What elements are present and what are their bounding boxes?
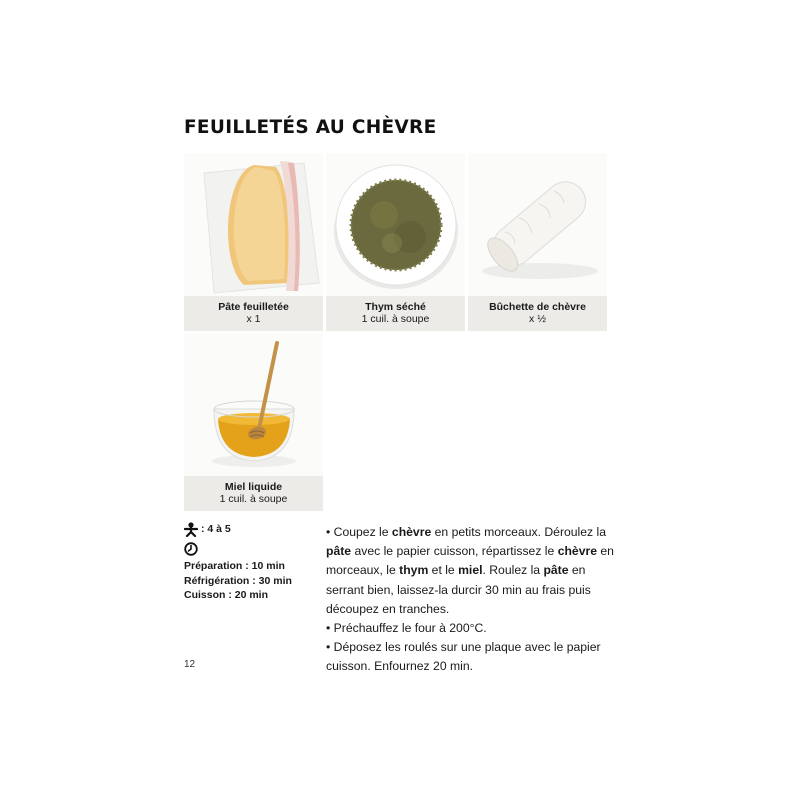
preparation-time: Préparation : 10 min (184, 560, 285, 572)
step-highlight: chèvre (391, 525, 432, 539)
ingredient-name: Pâte feuilletée (218, 301, 289, 313)
times-list (184, 559, 324, 603)
clock-icon (184, 542, 198, 556)
ingredient-quantity: 1 cuil. à soupe (361, 313, 430, 325)
page-number: 12 (184, 659, 196, 670)
ingredient-name: Bûchette de chèvre (489, 301, 586, 313)
step-paragraph: • Déposez les roulés sur une plaque avec le papier cuisson. Enfournez 20 min. (326, 640, 601, 674)
recipe-meta (184, 521, 324, 603)
step-highlight: miel (458, 563, 483, 578)
step-highlight: chèvre (557, 544, 597, 559)
ingredient-card-goat-cheese (468, 153, 607, 331)
puff-pastry-photo (184, 153, 323, 296)
ingredient-quantity: 1 cuil. à soupe (219, 493, 288, 505)
refrigeration-time: Réfrigération : 30 min (184, 574, 292, 587)
person-icon (184, 522, 198, 537)
ingredient-quantity: x 1 (246, 313, 261, 325)
step-highlight: pâte (543, 563, 569, 578)
ingredient-card-pastry (184, 153, 323, 331)
ingredient-caption (184, 476, 323, 511)
recipe-title: FEUILLETÉS AU CHÈVRE (184, 117, 437, 138)
ingredient-caption (184, 296, 323, 331)
liquid-honey-photo (184, 333, 323, 476)
clock-row (184, 541, 324, 557)
step-highlight: thym (399, 563, 429, 578)
servings-row (184, 521, 324, 537)
step-paragraph: • Préchauffez le four à 200°C. (326, 621, 487, 636)
recipe-steps (326, 523, 616, 677)
ingredient-caption (326, 296, 465, 331)
step-paragraph: • Coupez le chèvre en petits morceaux. Déroulez la pâte avec le papier cuisson, répartissez le chèvre en morceaux, le thym et le miel. Roulez la pâte en serrant bien, laissez-la durcir 30 min au frais puis découpez en tranches. (326, 525, 614, 616)
goat-cheese-log-photo (468, 153, 607, 296)
ingredient-name: Miel liquide (224, 481, 283, 493)
step-highlight: pâte (326, 544, 352, 559)
servings-text: : 4 à 5 (201, 523, 231, 535)
cooking-time: Cuisson : 20 min (184, 589, 269, 601)
ingredient-card-thyme (326, 153, 465, 331)
ingredient-name: Thym séché (365, 301, 426, 313)
dried-thyme-photo (326, 153, 465, 296)
ingredient-card-honey (184, 333, 323, 511)
ingredient-caption (468, 296, 607, 331)
ingredient-quantity: x ½ (529, 313, 546, 325)
